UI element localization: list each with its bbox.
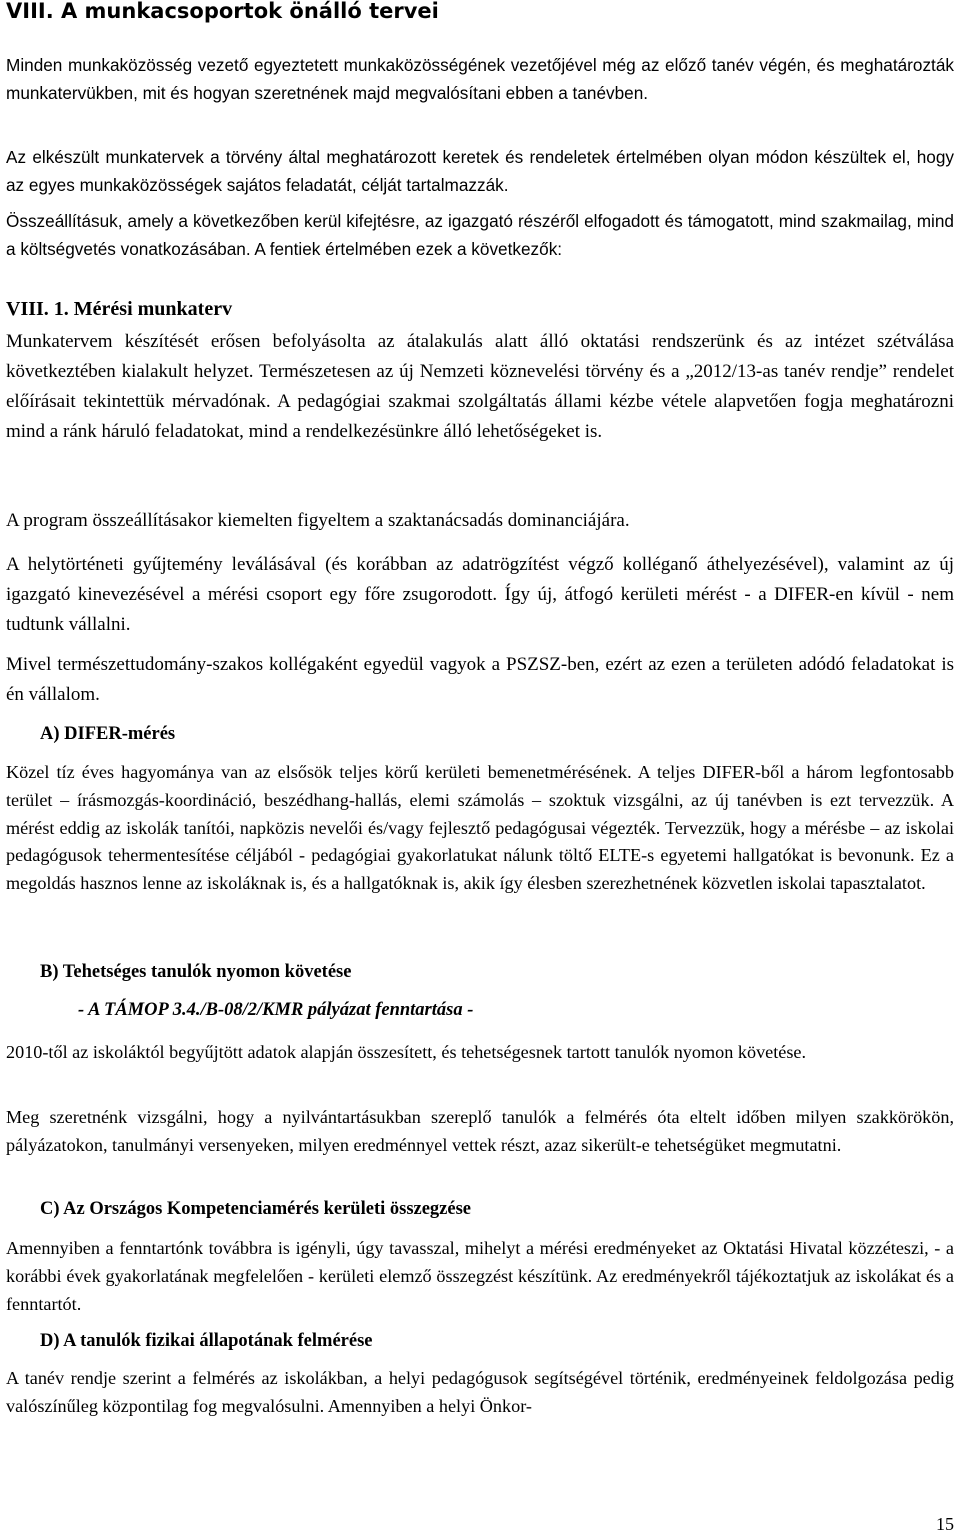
subsection-a-title: A) DIFER-mérés <box>40 724 176 744</box>
subsection-b-subtitle: - A TÁMOP 3.4./B-08/2/KMR pályázat fenntartása - <box>78 1000 474 1020</box>
subsection-a-text: Közel tíz éves hagyománya van az elsősök teljes körű kerületi bemenetmérésének. A teljes DIFER-ből a három legfontosabb terület – írásmozgás-koordináció, beszédhang-hallás, elemi számolás – szoktuk vizsgálni, az új tanévben is ezt tervezzük. A mérést eddig az iskolák tanítói, napközis nevelői és/vagy fejlesztő pedagógusai végezték. Tervezzük, hogy a mérésbe – az iskolai pedagógusok tehermentesítése céljából - pedagógiai gyakorlatukat nálunk töltő ELTE-s egyetemi hallgatókat is bevonunk. Ez a megoldás hasznos lenne az iskoláknak is, és a hallgatóknak is, akik így élesben szerezhetnének közvetlen iskolai tapasztalatot. <box>6 762 954 894</box>
subsection-c-text: Amennyiben a fenntartónk továbbra is igényli, úgy tavasszal, mihelyt a mérési eredményeket az Oktatási Hivatal közzéteszi, - a korábbi évek gyakorlatának megfelelően - kerületi elemző összegzést készítünk. Az eredményekről tájékoztatjuk az iskolákat és a fenntartót. <box>6 1238 954 1314</box>
section-title: VIII. 1. Mérési munkaterv <box>6 298 233 320</box>
subsection-b-paragraph-1: 2010-től az iskoláktól begyűjtött adatok alapján összesített, és tehetségesnek tartott tanulók nyomon követése. <box>6 1042 807 1062</box>
subsection-d-title: D) A tanulók fizikai állapotának felmérése <box>40 1331 373 1351</box>
section-paragraph-3: A helytörténeti gyűjtemény leválásával (és korábban az adatrögzítést végző kolléganő áthelyezésével), valamint az új igazgató kinevezésével a mérési csoport egy főre zsugorodott. Így új, átfogó kerületi mérést - a DIFER-en kívül - nem tudtunk vállalni. <box>6 554 954 635</box>
intro-paragraph-2: Az elkészült munkatervek a törvény által meghatározott keretek és rendeletek értelmében olyan módon készültek el, hogy az egyes munkaközösségek sajátos feladatát, célját tartalmazzák. <box>6 147 954 195</box>
section-paragraph-4: Mivel természettudomány-szakos kollégaként egyedül vagyok a PSZSZ-ben, ezért az ezen a területen adódó feladatokat is én vállalom. <box>6 654 954 705</box>
intro-paragraph-3: Összeállításuk, amely a következőben kerül kifejtésre, az igazgató részéről elfogadott és támogatott, mind szakmailag, mind a költségvetés vonatkozásában. A fentiek értelmében ezek a következők: <box>6 211 954 259</box>
section-paragraph-2: A program összeállításakor kiemelten figyeltem a szaktanácsadás dominanciájára. <box>6 510 630 531</box>
subsection-b-title: B) Tehetséges tanulók nyomon követése <box>40 962 352 982</box>
subsection-d-text: A tanév rendje szerint a felmérés az iskolákban, a helyi pedagógusok segítségével történik, eredményeinek feldolgozása pedig valószínűleg központilag fog megvalósulni. Amennyiben a helyi Önkor- <box>6 1368 954 1416</box>
intro-paragraph-1: Minden munkaközösség vezető egyeztetett munkaközösségének vezetőjével még az előző tanév végén, és meghatározták munkatervükben, mit és hogyan szeretnének majd megvalósítani ebben a tanévben. <box>6 55 954 103</box>
subsection-c-title: C) Az Országos Kompetenciamérés kerületi összegzése <box>40 1199 472 1219</box>
subsection-b-paragraph-2: Meg szeretnénk vizsgálni, hogy a nyilvántartásukban szereplő tanulók a felmérés óta eltelt időben milyen szakkörökön, pályázatokon, tanulmányi versenyeken, milyen eredménnyel vettek részt, azaz sikerült-e tehetségüket megmutatni. <box>6 1107 954 1155</box>
page-number: 15 <box>936 1514 954 1534</box>
section-paragraph-1: Munkatervem készítését erősen befolyásolta az átalakulás alatt álló oktatási rendszerünk és az intézet szétválása következtében kialakult helyzet. Természetesen az új Nemzeti köznevelési törvény és a „2012/13-as tanév rendje” rendelet előírásait tekintettük mérvadónak. A pedagógiai szakmai szolgáltatás állami kézbe vétele alapvetően fogja meghatározni mind a ránk háruló feladatokat, mind a rendelkezésünkre álló lehetőségeket is. <box>6 331 954 442</box>
chapter-title: VIII. A munkacsoportok önálló tervei <box>6 0 439 23</box>
